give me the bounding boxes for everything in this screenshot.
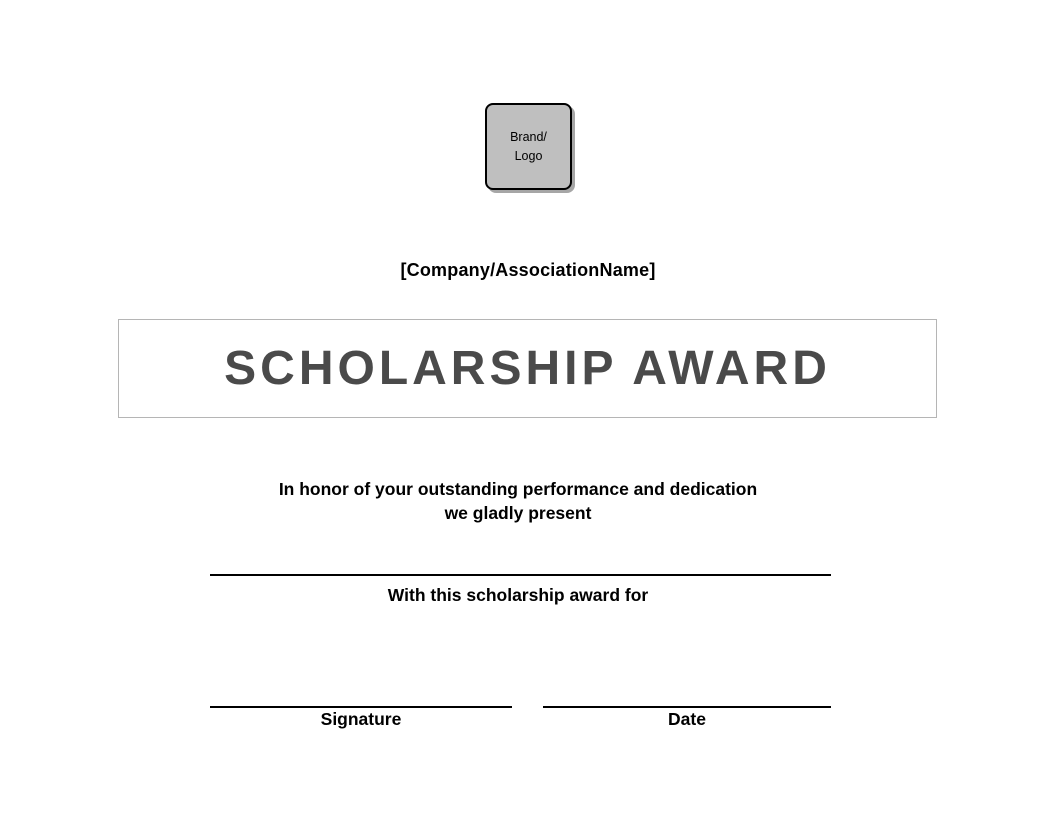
page-title: SCHOLARSHIP AWARD xyxy=(224,342,831,395)
brand-logo-line-2: Logo xyxy=(514,148,543,163)
date-label: Date xyxy=(668,709,706,729)
signature-rule xyxy=(210,706,512,708)
company-name: [Company/AssociationName] xyxy=(400,260,656,280)
brand-logo-placeholder xyxy=(485,103,572,190)
signature-label: Signature xyxy=(320,709,402,729)
honor-line-1: In honor of your outstanding performance and dedication xyxy=(278,479,758,499)
award-for-text: With this scholarship award for xyxy=(387,585,649,605)
date-rule xyxy=(543,706,831,708)
recipient-name-rule xyxy=(210,574,831,576)
honor-line-2: we gladly present xyxy=(444,503,592,523)
honor-paragraph xyxy=(118,477,918,525)
title-band xyxy=(118,319,937,418)
brand-logo-line-1: Brand/ xyxy=(510,129,547,144)
